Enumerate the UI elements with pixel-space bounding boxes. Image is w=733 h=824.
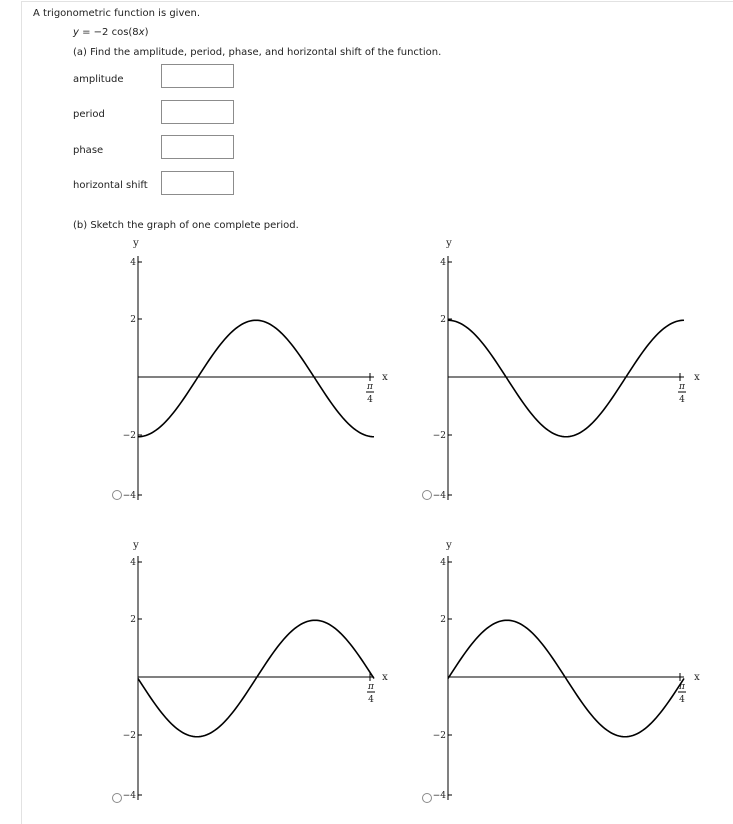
y-axis-label: y xyxy=(133,238,139,249)
equation-variable: x xyxy=(138,27,145,38)
function-curve-1 xyxy=(138,320,374,437)
x-tick-label-numerator: π xyxy=(679,382,685,392)
y-tick-label-4: 4 xyxy=(440,558,446,568)
y-tick-label-neg2: −2 xyxy=(122,731,136,741)
graph-option-2[interactable] xyxy=(418,236,708,506)
x-tick-label-numerator: π xyxy=(679,682,685,692)
y-tick-label-4: 4 xyxy=(440,258,446,268)
x-axis-label: x xyxy=(694,372,700,383)
phase-label: phase xyxy=(73,145,104,156)
y-tick-label-4: 4 xyxy=(130,558,136,568)
y-tick-label-2: 2 xyxy=(130,315,136,325)
x-axis-label: x xyxy=(694,672,700,683)
y-tick-label-neg4: −4 xyxy=(432,491,446,501)
frame-top-border xyxy=(21,1,733,2)
equation-rhs-prefix: = −2 cos(8 xyxy=(78,27,139,38)
y-tick-label-neg2: −2 xyxy=(432,431,446,441)
y-tick-label-4: 4 xyxy=(130,258,136,268)
part-a-instructions: (a) Find the amplitude, period, phase, and horizontal shift of the function. xyxy=(73,47,442,58)
graph-option-4[interactable] xyxy=(418,536,708,806)
y-tick-label-neg4: −4 xyxy=(122,491,136,501)
function-equation xyxy=(73,27,149,38)
function-curve-4 xyxy=(448,620,684,737)
equation-lhs: y xyxy=(73,27,79,38)
function-curve-3 xyxy=(138,620,374,737)
y-tick-label-2: 2 xyxy=(440,315,446,325)
graph-option-3[interactable] xyxy=(108,536,398,806)
graph-option-2-radio[interactable] xyxy=(423,491,432,500)
x-tick-label-denominator: 4 xyxy=(679,395,685,405)
amplitude-input[interactable] xyxy=(161,64,234,88)
y-tick-label-2: 2 xyxy=(130,615,136,625)
y-axis-label: y xyxy=(446,238,452,249)
x-tick-label-denominator: 4 xyxy=(679,695,685,705)
y-tick-label-neg2: −2 xyxy=(122,431,136,441)
equation-rhs-suffix: ) xyxy=(144,27,149,38)
x-axis-label: x xyxy=(382,672,388,683)
y-tick-label-neg4: −4 xyxy=(122,791,136,801)
x-tick-label-numerator: π xyxy=(367,382,373,392)
period-input[interactable] xyxy=(161,100,234,124)
amplitude-label: amplitude xyxy=(73,74,124,85)
y-tick-label-neg2: −2 xyxy=(432,731,446,741)
x-tick-label-numerator: π xyxy=(368,682,374,692)
function-curve-2 xyxy=(448,320,684,437)
frame-left-border xyxy=(21,1,22,824)
horizontal-shift-input[interactable] xyxy=(161,171,234,195)
graph-option-1[interactable] xyxy=(108,236,398,506)
y-axis-label: y xyxy=(446,540,452,551)
x-tick-label-denominator: 4 xyxy=(368,695,374,705)
y-axis-label: y xyxy=(133,540,139,551)
graph-option-3-radio[interactable] xyxy=(113,794,122,803)
horizontal-shift-label: horizontal shift xyxy=(73,180,148,191)
question-intro: A trigonometric function is given. xyxy=(33,8,201,19)
x-tick-label-denominator: 4 xyxy=(367,395,373,405)
graph-option-1-radio[interactable] xyxy=(113,491,122,500)
graph-option-4-radio[interactable] xyxy=(423,794,432,803)
part-b-instructions: (b) Sketch the graph of one complete period. xyxy=(73,220,299,231)
x-axis-label: x xyxy=(382,372,388,383)
phase-input[interactable] xyxy=(161,135,234,159)
y-tick-label-2: 2 xyxy=(440,615,446,625)
y-tick-label-neg4: −4 xyxy=(432,791,446,801)
period-label: period xyxy=(73,109,105,120)
